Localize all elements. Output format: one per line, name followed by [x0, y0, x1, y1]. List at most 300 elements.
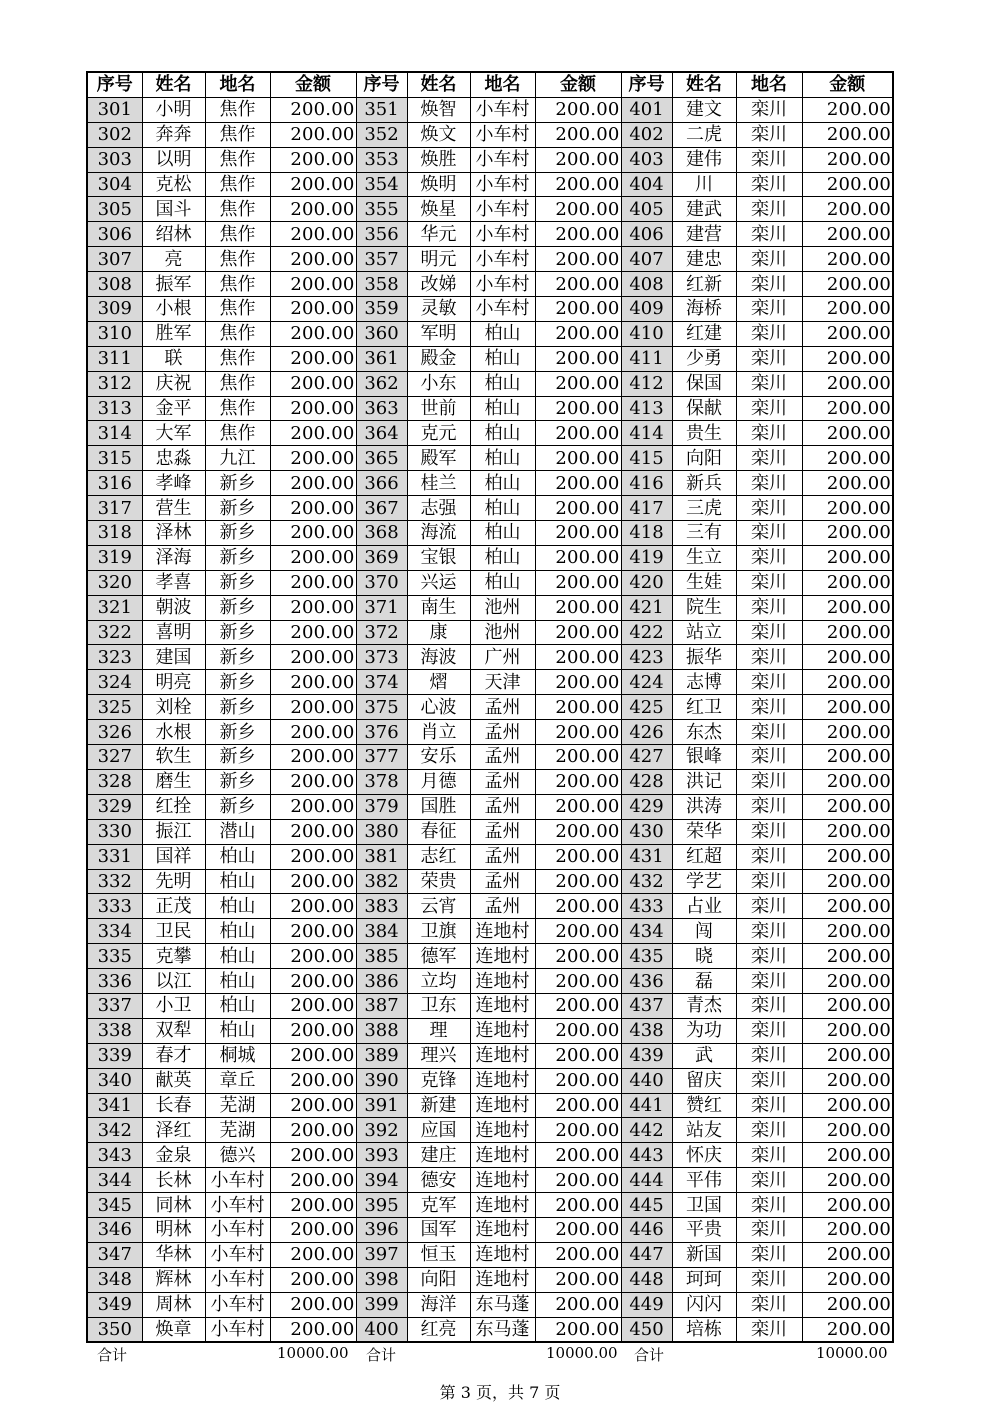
amount-cell: 200.00	[535, 1242, 621, 1267]
name-cell: 庆祝	[142, 371, 205, 396]
name-cell: 海桥	[672, 297, 736, 322]
amount-cell: 200.00	[802, 321, 893, 346]
seq-cell: 380	[356, 819, 407, 844]
place-cell: 栾川	[736, 247, 802, 272]
name-cell: 焕明	[407, 172, 470, 197]
place-cell: 连地村	[470, 1242, 535, 1267]
seq-cell: 404	[621, 172, 672, 197]
name-cell: 留庆	[672, 1068, 736, 1093]
table-row	[87, 993, 893, 1018]
place-cell: 孟州	[470, 720, 535, 745]
amount-cell: 200.00	[802, 595, 893, 620]
place-cell: 小车村	[205, 1317, 270, 1342]
amount-cell: 200.00	[270, 496, 356, 521]
seq-cell: 373	[356, 645, 407, 670]
table-row	[87, 969, 893, 994]
amount-cell: 200.00	[802, 1317, 893, 1342]
place-cell: 柏山	[470, 446, 535, 471]
place-cell: 东马蓬	[470, 1317, 535, 1342]
name-cell: 海流	[407, 521, 470, 546]
table-row	[87, 720, 893, 745]
name-cell: 长林	[142, 1168, 205, 1193]
seq-cell: 427	[621, 745, 672, 770]
place-cell: 柏山	[205, 969, 270, 994]
amount-cell: 200.00	[802, 471, 893, 496]
amount-cell: 200.00	[535, 969, 621, 994]
amount-cell: 200.00	[802, 247, 893, 272]
place-cell: 连地村	[470, 944, 535, 969]
amount-cell: 200.00	[270, 869, 356, 894]
table-row	[87, 97, 893, 122]
name-cell: 肖立	[407, 720, 470, 745]
name-cell: 三虎	[672, 496, 736, 521]
seq-cell: 405	[621, 197, 672, 222]
seq-cell: 309	[87, 297, 142, 322]
seq-cell: 441	[621, 1093, 672, 1118]
amount-cell: 200.00	[802, 844, 893, 869]
seq-cell: 342	[87, 1118, 142, 1143]
name-cell: 泽林	[142, 521, 205, 546]
place-cell: 小车村	[470, 172, 535, 197]
amount-cell: 200.00	[270, 1317, 356, 1342]
amount-cell: 200.00	[802, 1018, 893, 1043]
table-row	[87, 1068, 893, 1093]
amount-cell: 200.00	[535, 421, 621, 446]
table-row	[87, 1217, 893, 1242]
seq-cell: 396	[356, 1217, 407, 1242]
seq-cell: 310	[87, 321, 142, 346]
table-row	[87, 819, 893, 844]
seq-cell: 305	[87, 197, 142, 222]
amount-cell: 200.00	[270, 745, 356, 770]
table-row	[87, 894, 893, 919]
amount-cell: 200.00	[270, 993, 356, 1018]
table-row	[87, 1292, 893, 1317]
place-cell: 焦作	[205, 321, 270, 346]
amount-cell: 200.00	[535, 346, 621, 371]
place-cell: 连地村	[470, 969, 535, 994]
place-cell: 小车村	[205, 1292, 270, 1317]
place-cell: 连地村	[470, 1143, 535, 1168]
place-cell: 栾川	[736, 172, 802, 197]
table-row	[87, 197, 893, 222]
seq-cell: 349	[87, 1292, 142, 1317]
seq-cell: 443	[621, 1143, 672, 1168]
name-cell: 辉林	[142, 1267, 205, 1292]
place-cell: 柏山	[470, 521, 535, 546]
place-cell: 新乡	[205, 521, 270, 546]
table-body	[87, 97, 893, 1342]
amount-cell: 200.00	[535, 521, 621, 546]
name-cell: 绍林	[142, 222, 205, 247]
amount-cell: 200.00	[802, 1217, 893, 1242]
seq-cell: 393	[356, 1143, 407, 1168]
place-cell: 柏山	[205, 1018, 270, 1043]
place-cell: 新乡	[205, 645, 270, 670]
seq-cell: 323	[87, 645, 142, 670]
amount-cell: 200.00	[802, 396, 893, 421]
table-row	[87, 346, 893, 371]
seq-cell: 438	[621, 1018, 672, 1043]
table-row	[87, 496, 893, 521]
seq-cell: 346	[87, 1217, 142, 1242]
name-cell: 克锋	[407, 1068, 470, 1093]
place-cell: 栾川	[736, 1193, 802, 1218]
place-cell: 孟州	[470, 869, 535, 894]
amount-cell: 200.00	[270, 1193, 356, 1218]
table-row	[87, 421, 893, 446]
name-cell: 建营	[672, 222, 736, 247]
seq-cell: 408	[621, 272, 672, 297]
name-cell: 向阳	[672, 446, 736, 471]
amount-cell: 200.00	[270, 1043, 356, 1068]
seq-cell: 442	[621, 1118, 672, 1143]
name-cell: 平伟	[672, 1168, 736, 1193]
name-cell: 亮	[142, 247, 205, 272]
name-cell: 克松	[142, 172, 205, 197]
amount-cell: 200.00	[270, 446, 356, 471]
seq-cell: 397	[356, 1242, 407, 1267]
name-cell: 金泉	[142, 1143, 205, 1168]
seq-cell: 307	[87, 247, 142, 272]
place-cell: 小车村	[470, 122, 535, 147]
seq-cell: 410	[621, 321, 672, 346]
amount-cell: 200.00	[535, 894, 621, 919]
place-cell: 焦作	[205, 272, 270, 297]
total-amount: 10000.00	[816, 1344, 888, 1362]
seq-cell: 335	[87, 944, 142, 969]
table-row	[87, 297, 893, 322]
name-cell: 国军	[407, 1217, 470, 1242]
place-cell: 孟州	[470, 794, 535, 819]
seq-cell: 416	[621, 471, 672, 496]
name-cell: 红亮	[407, 1317, 470, 1342]
name-cell: 改娣	[407, 272, 470, 297]
amount-cell: 200.00	[535, 147, 621, 172]
amount-cell: 200.00	[802, 1068, 893, 1093]
name-cell: 生立	[672, 545, 736, 570]
name-cell: 为功	[672, 1018, 736, 1043]
name-cell: 闯	[672, 919, 736, 944]
seq-cell: 348	[87, 1267, 142, 1292]
name-cell: 海波	[407, 645, 470, 670]
amount-cell: 200.00	[535, 222, 621, 247]
name-cell: 月德	[407, 769, 470, 794]
seq-cell: 445	[621, 1193, 672, 1218]
header-seq: 序号	[356, 72, 407, 97]
name-cell: 平贵	[672, 1217, 736, 1242]
table-row	[87, 844, 893, 869]
header-amount: 金额	[535, 72, 621, 97]
place-cell: 柏山	[205, 869, 270, 894]
place-cell: 连地村	[470, 1118, 535, 1143]
place-cell: 小车村	[470, 247, 535, 272]
seq-cell: 414	[621, 421, 672, 446]
name-cell: 青杰	[672, 993, 736, 1018]
amount-cell: 200.00	[802, 570, 893, 595]
place-cell: 孟州	[470, 844, 535, 869]
name-cell: 新建	[407, 1093, 470, 1118]
seq-cell: 344	[87, 1168, 142, 1193]
amount-cell: 200.00	[802, 1118, 893, 1143]
name-cell: 志强	[407, 496, 470, 521]
name-cell: 少勇	[672, 346, 736, 371]
amount-cell: 200.00	[270, 570, 356, 595]
seq-cell: 321	[87, 595, 142, 620]
table-row	[87, 122, 893, 147]
seq-cell: 409	[621, 297, 672, 322]
place-cell: 柏山	[205, 944, 270, 969]
amount-cell: 200.00	[535, 272, 621, 297]
amount-cell: 200.00	[802, 545, 893, 570]
table-row	[87, 695, 893, 720]
name-cell: 建庄	[407, 1143, 470, 1168]
name-cell: 克攀	[142, 944, 205, 969]
place-cell: 小车村	[470, 297, 535, 322]
name-cell: 建忠	[672, 247, 736, 272]
name-cell: 贵生	[672, 421, 736, 446]
total-label: 合计	[366, 1346, 397, 1364]
place-cell: 新乡	[205, 670, 270, 695]
seq-cell: 352	[356, 122, 407, 147]
seq-cell: 325	[87, 695, 142, 720]
place-cell: 栾川	[736, 1267, 802, 1292]
seq-cell: 421	[621, 595, 672, 620]
place-cell: 连地村	[470, 1018, 535, 1043]
place-cell: 栾川	[736, 272, 802, 297]
place-cell: 栾川	[736, 496, 802, 521]
name-cell: 云宵	[407, 894, 470, 919]
place-cell: 栾川	[736, 521, 802, 546]
name-cell: 军明	[407, 321, 470, 346]
place-cell: 栾川	[736, 321, 802, 346]
header-name: 姓名	[407, 72, 470, 97]
total-amount: 10000.00	[546, 1344, 618, 1362]
amount-cell: 200.00	[802, 670, 893, 695]
name-cell: 武	[672, 1043, 736, 1068]
seq-cell: 306	[87, 222, 142, 247]
seq-cell: 383	[356, 894, 407, 919]
amount-cell: 200.00	[270, 1267, 356, 1292]
amount-cell: 200.00	[802, 769, 893, 794]
place-cell: 柏山	[470, 321, 535, 346]
seq-cell: 369	[356, 545, 407, 570]
name-cell: 大军	[142, 421, 205, 446]
place-cell: 柏山	[470, 545, 535, 570]
table-row	[87, 371, 893, 396]
name-cell: 志红	[407, 844, 470, 869]
amount-cell: 200.00	[802, 919, 893, 944]
name-cell: 泽海	[142, 545, 205, 570]
seq-cell: 447	[621, 1242, 672, 1267]
amount-cell: 200.00	[270, 1168, 356, 1193]
name-cell: 恒玉	[407, 1242, 470, 1267]
seq-cell: 357	[356, 247, 407, 272]
amount-cell: 200.00	[802, 969, 893, 994]
amount-cell: 200.00	[270, 919, 356, 944]
name-cell: 明元	[407, 247, 470, 272]
seq-cell: 412	[621, 371, 672, 396]
name-cell: 培栋	[672, 1317, 736, 1342]
amount-cell: 200.00	[270, 595, 356, 620]
amount-cell: 200.00	[802, 446, 893, 471]
place-cell: 栾川	[736, 222, 802, 247]
table-row	[87, 272, 893, 297]
seq-cell: 301	[87, 97, 142, 122]
amount-cell: 200.00	[802, 993, 893, 1018]
amount-cell: 200.00	[535, 1093, 621, 1118]
name-cell: 小根	[142, 297, 205, 322]
place-cell: 栾川	[736, 1143, 802, 1168]
table-row	[87, 1018, 893, 1043]
seq-cell: 413	[621, 396, 672, 421]
amount-cell: 200.00	[270, 844, 356, 869]
amount-cell: 200.00	[802, 1093, 893, 1118]
table-row	[87, 1168, 893, 1193]
place-cell: 柏山	[470, 346, 535, 371]
amount-cell: 200.00	[802, 371, 893, 396]
name-cell: 振江	[142, 819, 205, 844]
seq-cell: 372	[356, 620, 407, 645]
seq-cell: 318	[87, 521, 142, 546]
name-cell: 志博	[672, 670, 736, 695]
amount-cell: 200.00	[270, 321, 356, 346]
name-cell: 焕智	[407, 97, 470, 122]
name-cell: 保献	[672, 396, 736, 421]
name-cell: 海洋	[407, 1292, 470, 1317]
amount-cell: 200.00	[535, 1118, 621, 1143]
amount-cell: 200.00	[270, 346, 356, 371]
name-cell: 洪记	[672, 769, 736, 794]
place-cell: 潜山	[205, 819, 270, 844]
place-cell: 焦作	[205, 122, 270, 147]
amount-cell: 200.00	[802, 147, 893, 172]
place-cell: 新乡	[205, 496, 270, 521]
amount-cell: 200.00	[535, 1217, 621, 1242]
name-cell: 振华	[672, 645, 736, 670]
amount-cell: 200.00	[802, 346, 893, 371]
name-cell: 三有	[672, 521, 736, 546]
table-row	[87, 1093, 893, 1118]
amount-cell: 200.00	[535, 172, 621, 197]
seq-cell: 363	[356, 396, 407, 421]
place-cell: 连地村	[470, 1193, 535, 1218]
seq-cell: 371	[356, 595, 407, 620]
place-cell: 新乡	[205, 471, 270, 496]
place-cell: 栾川	[736, 720, 802, 745]
amount-cell: 200.00	[535, 1043, 621, 1068]
amount-cell: 200.00	[270, 695, 356, 720]
table-row	[87, 172, 893, 197]
amount-cell: 200.00	[802, 819, 893, 844]
place-cell: 栾川	[736, 570, 802, 595]
name-cell: 振军	[142, 272, 205, 297]
place-cell: 小车村	[205, 1242, 270, 1267]
seq-cell: 406	[621, 222, 672, 247]
header-seq: 序号	[87, 72, 142, 97]
place-cell: 九江	[205, 446, 270, 471]
place-cell: 新乡	[205, 745, 270, 770]
seq-cell: 439	[621, 1043, 672, 1068]
place-cell: 焦作	[205, 371, 270, 396]
seq-cell: 422	[621, 620, 672, 645]
name-cell: 周林	[142, 1292, 205, 1317]
header-name: 姓名	[142, 72, 205, 97]
table-row	[87, 595, 893, 620]
place-cell: 柏山	[205, 919, 270, 944]
amount-cell: 200.00	[535, 1143, 621, 1168]
name-cell: 怀庆	[672, 1143, 736, 1168]
amount-cell: 200.00	[270, 521, 356, 546]
amount-cell: 200.00	[535, 695, 621, 720]
name-cell: 桂兰	[407, 471, 470, 496]
amount-cell: 200.00	[270, 97, 356, 122]
seq-cell: 366	[356, 471, 407, 496]
amount-cell: 200.00	[270, 894, 356, 919]
place-cell: 东马蓬	[470, 1292, 535, 1317]
seq-cell: 386	[356, 969, 407, 994]
place-cell: 小车村	[470, 197, 535, 222]
seq-cell: 354	[356, 172, 407, 197]
amount-cell: 200.00	[270, 819, 356, 844]
name-cell: 朝波	[142, 595, 205, 620]
table-row	[87, 1193, 893, 1218]
amount-cell: 200.00	[535, 570, 621, 595]
name-cell: 卫国	[672, 1193, 736, 1218]
amount-cell: 200.00	[535, 670, 621, 695]
place-cell: 栾川	[736, 1168, 802, 1193]
seq-cell: 365	[356, 446, 407, 471]
place-cell: 栾川	[736, 122, 802, 147]
place-cell: 栾川	[736, 197, 802, 222]
name-cell: 刘栓	[142, 695, 205, 720]
name-cell: 新国	[672, 1242, 736, 1267]
seq-cell: 374	[356, 670, 407, 695]
amount-cell: 200.00	[270, 645, 356, 670]
place-cell: 柏山	[205, 844, 270, 869]
amount-cell: 200.00	[802, 720, 893, 745]
place-cell: 小车村	[205, 1193, 270, 1218]
seq-cell: 326	[87, 720, 142, 745]
place-cell: 芜湖	[205, 1093, 270, 1118]
seq-cell: 304	[87, 172, 142, 197]
place-cell: 焦作	[205, 396, 270, 421]
place-cell: 栾川	[736, 969, 802, 994]
seq-cell: 339	[87, 1043, 142, 1068]
table-row	[87, 1118, 893, 1143]
place-cell: 栾川	[736, 1292, 802, 1317]
amount-cell: 200.00	[535, 545, 621, 570]
place-cell: 栾川	[736, 620, 802, 645]
seq-cell: 362	[356, 371, 407, 396]
table-row	[87, 471, 893, 496]
name-cell: 春征	[407, 819, 470, 844]
seq-cell: 317	[87, 496, 142, 521]
seq-cell: 385	[356, 944, 407, 969]
name-cell: 殿金	[407, 346, 470, 371]
place-cell: 栾川	[736, 1118, 802, 1143]
amount-cell: 200.00	[535, 645, 621, 670]
place-cell: 栾川	[736, 1317, 802, 1342]
amount-cell: 200.00	[270, 471, 356, 496]
seq-cell: 316	[87, 471, 142, 496]
place-cell: 栾川	[736, 297, 802, 322]
table-row	[87, 247, 893, 272]
seq-cell: 322	[87, 620, 142, 645]
total-label: 合计	[97, 1346, 128, 1364]
place-cell: 章丘	[205, 1068, 270, 1093]
amount-cell: 200.00	[535, 919, 621, 944]
